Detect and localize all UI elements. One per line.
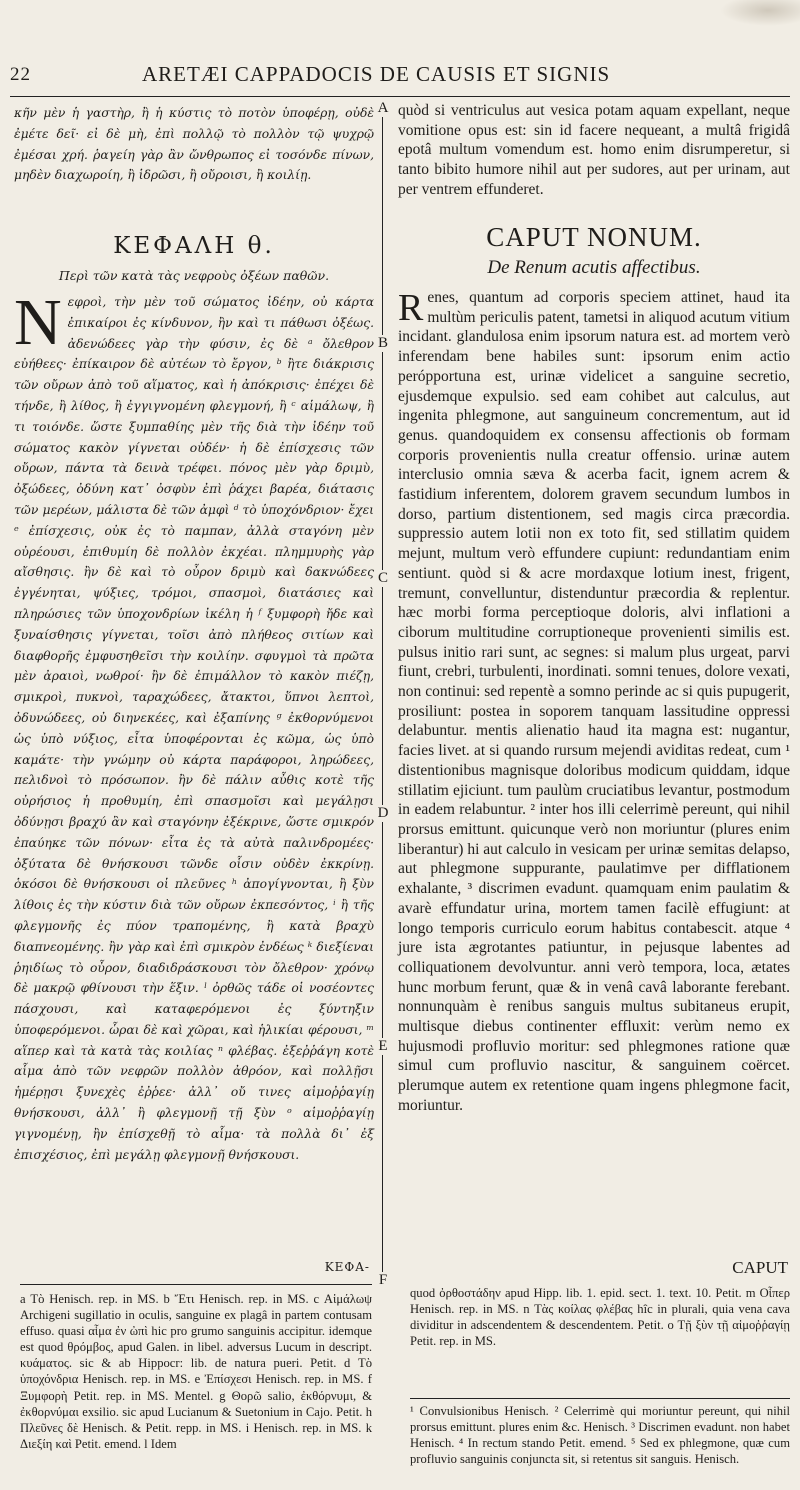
latin-chapter-subtitle: De Renum acutis affectibus. — [487, 257, 701, 278]
margin-letter-c: C — [375, 570, 391, 587]
page-stain — [720, 0, 800, 26]
greek-chapter-subtitle: Περὶ τῶν κατὰ τὰς νεφροὺς ὀξέων παθῶν. — [58, 268, 330, 283]
latin-catchword: CAPUT — [732, 1258, 788, 1277]
greek-column — [14, 103, 374, 186]
greek-body — [14, 286, 374, 1165]
latin-top-text: quòd si ventriculus aut vesica potam aquam expellant, neque vomitione opus est: sin id facere nequeant, a multâ frigidâ epotâ multum vomendum est. homo enim disrumperetur, si tanto bibito humore nihil aut per sudores, aut per urinam, aut per ventrem effunderet. — [398, 102, 790, 198]
footnote-rule-left — [20, 1284, 372, 1285]
running-head: ARETÆI CAPPADOCIS DE CAUSIS ET SIGNIS — [142, 62, 611, 86]
margin-letter-f: F — [375, 1272, 391, 1289]
header-rule — [10, 96, 790, 97]
footnotes-right-top-text: quod ὀρθοστάδην apud Hipp. lib. 1. epid. sect. 1. text. 10. Petit. m Οἷπερ Henisch. rep. in MS. n Τὰς κοίλας φλέβας hîc in plurali, quia vena cava dividitur in adscendentem & descendentem. Petit. o Τῇ ξὺν τῇ αἱμοῤῥαγίῃ Petit. rep. in MS. — [410, 1286, 790, 1349]
footnotes-right-bottom-text: ¹ Convulsionibus Henisch. ² Celerrimè qui moriuntur pereunt, qui nihil prorsus emittunt. plures enim &c. Henisch. ³ Discrimen evadunt. non habet Henisch. ⁴ In rectum stando Petit. emend. ⁵ Sed ex phlegmone, quæ cum profluvio sanguinis conjuncta sit, si retentus sit sanguis. Henisch. — [410, 1404, 790, 1467]
greek-body-text: εφροὶ, τὴν μὲν τοῦ σώματος ἰδέην, οὐ κάρτα ἐπικαίροι ἐς κίνδυνον, ἢν καὶ τι πάθωσι ὀξέως. ἀδενώδεες γὰρ τὴν φύσιν, ἐς δὲ ᵃ ὄλεθρον εὐήθεες· ἐπίκαιρον δὲ αὐτέων τὸ ἔργον, ᵇ ἢτε διάκρισις τῶν οὔρων ἀπὸ τοῦ αἵματος, καὶ ἡ ἀπόκρισις· ἐπέχει δὲ τήνδε, ἢ λίθος, ἢ ἐγγιγνομένη φλεγμονή, ἢ ᶜ αἱμάλωψ, ἢ τι τοιόνδε. ὥστε ξυμπαθίης μὲν τῆς διὰ τὴν ἰδέην τοῦ σώματος κακὸν γίγνεται οὐδέν· ἡ δὲ ἐπίσχεσις τῶν οὔρων, πάντα τὰ δεινὰ τρέφει. πόνος μὲν γὰρ δριμὺ, ὀξώδεες, ὀδύνη κατ᾽ ὀσφὺν ἐπὶ ῥάχει βαρέα, διάτασις τῶν μερέων, μάλιστα δὲ τῶν ἀμφὶ ᵈ τὸ ὑποχόνδριον· ἔχει ᵉ ἐπίσχεσις, οὐκ ἐς τὸ παμπαν, ἀλλὰ σταγόνη μὲν οὐρέουσι, ἐπιθυμίη δὲ πολλὸν ἐκχέαι. πλημμυρὴς γὰρ αἴσθησις. ἢν δὲ καὶ τὸ οὖρον δριμὺ καὶ δακνώδεες ἐγγένηται, ψύξιες, τρόμοι, σπασμοὶ, διατάσιες καὶ πληρώσιες τῶν ὑποχονδρίων ἰκέλη ἡ ᶠ ξυμφορὴ ἤδε καὶ ξυναίσθησις γίγνεται, τοῖσι ἀπὸ πλήθεος σιτίων καὶ διαφθορῆς ἐμφυσηθεῖσι τὴν κοιλίην. σφυγμοὶ τὰ πρῶτα μὲν ἀραιοὶ, νωθροί· ἢν δὲ ἐπιμάλλον τὸ κακὸν πιέζῃ, σμικροὶ, πυκνοὶ, ταραχώδεες, ἄτακτοι, ὕπνοι λεπτοὶ, ὀδυνώδεες, οὐ διηνεκέες, καὶ ἐξαπίνης ᵍ ἐκθορνύμενοι ὡς ὑπὸ νύξιος, εἶτα ὑποφέρονται ἐς κῶμα, ὡς ὑπὸ καμάτε· τὴν γνώμην οὐ κάρτα παράφοροι, ληρώδεες, πελιδνοὶ τὸ πρόσωπον. ἢν δὲ πάλιν αὖθις κοτὲ τῆς οὐρήσιος ἡ προθυμίη, ἐπὶ σπασμοῖσι καὶ μεγάλῃσι ὀδύνῃσι βραχύ ἂν καὶ σταγόνην ἐξέκρινε, ὥστε σμικρόν ἐπαύηκε τῶν πόνων· εἶτα ἐς τὰ αὐτὰ παλινδρομέες· ὀξύτατα δὲ θνήσκουσι τῶνδε οἷσιν οὐδὲν ἐκκρίνῃ. ὁκόσοι δὲ θνήσκουσι οἱ πλεῦνες ʰ ἀπογίγνονται, ἢ ξὺν λίθοις ἐς τὴν κύστιν διὰ τῶν οὔρων ἐκπεσόντος, ⁱ ἢ τῆς φλεγμονῆς ἐς πύον τραπομένης, ἢ κατὰ βραχὺ διαπνεομένης. ἢν γὰρ καὶ ἐπὶ σμικρὸν ἐνδέως ᵏ διεξίεναι ῥηιδίως τὸ οὖρον, διαδιδράσκουσι τὸν ὄλεθρον· χρόνῳ δὲ μακρῷ φθίνουσι τὴν ἕξιν. ˡ ὀρθῶς τάδε οἱ νοσέοντες πάσχουσι, καὶ καταφερόμενοι ἐς ξύντηξιν ὑποφερόμενοι. ὧραι δὲ καὶ χῶραι, καὶ ἡλικίαι φέρουσι, ᵐ αἵπερ καὶ τὰ κατὰ τὰς κοιλίας ⁿ φλέβας. ἐξεῤῥάγη κοτὲ αἷμα ἀπὸ τῶν νεφρῶν πολλὸν ἀθρόον, καὶ πολλῇσι ἡμέρῃσι ξυνεχὲς ἐῤῥεε· ἀλλ᾽ οὔ τινες αἱμοῤῥαγίῃ θνήσκουσι, ἀλλ᾽ ἢ φλεγμονῇ τῇ ξὺν ᵒ αἱμοῤῥαγίῃ γιγνομένῃ, ἢν ἐπίσχεθῇ τὸ αἷμα· τὰ πολλὰ δι᾽ ἐξ ἐπισχέσιος, ἐπὶ μεγάλῃ φλεγμονῇ θνήσκουσι. — [14, 295, 374, 1162]
latin-body — [398, 288, 790, 1116]
margin-letter-a: A — [375, 100, 391, 117]
margin-letter-d: D — [375, 805, 391, 822]
footnotes-right-bottom — [410, 1403, 790, 1467]
greek-top-text: κῆν μὲν ἡ γαστὴρ, ἢ ἡ κύστις τὸ ποτὸν ὑποφέρῃ, οὐδὲ ἐμέτε δεῖ· εἰ δὲ μὴ, ἐπὶ πολλῷ τὸ πολλὸν τῷ ψυχρῷ ἐμέσαι χρή. ῥαγείη γὰρ ἂν ὤνθρωπος εἰ τοσόνδε πίνων, μηδὲν διαχωροίη, ἢ ἱδρῶσι, ἢ οὔροισι, ἢ κοιλίῃ. — [14, 106, 374, 183]
latin-drop-cap: R — [398, 287, 424, 329]
greek-catchword: ΚΕΦΑ- — [324, 1260, 370, 1274]
footnotes-left-text: a Τὸ Henisch. rep. in MS. b Ἔτι Henisch. rep. in MS. c Αἱμάλωψ Archigeni sugillatio in oculis, sanguine ex plagâ in partem contusam effuso. quasi αἷμα ἐν ὠπὶ hic pro grumo sanguinis accipitur. idemque est quod θρόμβος, apud Galen. in libel. adversus Lucum in descript. κυάματος. sic & ab Hippocr: lib. de natura pueri. Petit. d Τὸ ὑποχόνδρια Henisch. rep. in MS. e Ἐπίσχεσι Henisch. rep. in MS. f Ξυμφορὴ Petit. rep. in MS. Mentel. g Θορῶ salio, ἐκθόρνυμι, & ἐκθορνύμαι exsilio. sic apud Lucianum & Suetonium in Cajo. Petit. h Πλεῦνες δὲ Henisch. & Petit. repp. in MS. i Henisch. rep. in MS. k Διεξίη καὶ Petit. emend. l Idem — [20, 1292, 372, 1451]
greek-chapter-heading: ΚΕΦΑΛΗ θ. — [113, 233, 275, 259]
margin-letter-b: B — [375, 335, 391, 352]
column-divider — [382, 100, 383, 1282]
margin-letter-e: E — [375, 1038, 391, 1055]
footnotes-right-top — [410, 1285, 790, 1349]
page-header — [0, 62, 800, 92]
footnote-rule-right — [410, 1398, 790, 1399]
footnotes-left — [20, 1291, 372, 1452]
page-number: 22 — [10, 64, 31, 85]
latin-chapter-heading: CAPUT NONUM. — [486, 222, 702, 252]
latin-column — [398, 101, 790, 200]
greek-drop-cap: Ν — [14, 286, 62, 359]
latin-body-text: enes, quantum ad corporis speciem attinet, haud ita multùm periculis patent, tametsi in aliquod acutum vitium incidant. glandulosa enim ipsorum natura est. ad mortem verò inferendam bene habiles sunt: ipsorum enim actio perópportuna est, urinæ videlicet a sanguine secretio, ejusdemque expulsio. sed eam cohibet aut calculus, aut ingenita phlegmone, aut sanguineum concrementum, aut id genus. quandoquidem ex consensu affectionis ob formam corporis provenientis nulla creatur offensio. urinæ autem interclusio omnia sæva & acerba facit, ignem acrem & fastidium inferentem, dolorem gravem secundum lumbos in dorso, partium distentionem, sed magis circa præcordia. suppressio autem lotii non ex toto fit, sed stillatim quidem mejunt, multum verò effundere cupiunt: redundantiam enim sentiunt. quòd si & acre mordaxque lotium inest, frigent, tremunt, convelluntur, distenduntur præcordia & replentur. hæc morbi forma perceptioque doloris, alvi inflationi a ciborum multitudine corruptioneque provenienti similis est. pulsus initio rari sunt, ac segnes: si malum plus urgeat, parvi fiunt, crebri, turbulenti, inordinati. somni tenues, dolore vexati, non continui: sed repentè a somno perinde ac si quis pupugerit, prosiliunt: postea in soporem tanquam lassitudine oppressi delabuntur. mentis alienatio haud ita magna est: nugantur, facies livet. at si quando rursum mejendi aviditas redeat, cum ¹ distentionibus magnisque doloribus modicum quiddam, idque stillatim ejiciunt. tum paulùm cruciatibus levantur, postmodum in eadem relabuntur. ² inter hos illi celerrimè pereunt, qui nihil prorsus emittunt. quicunque verò non moriuntur (plures enim liberantur) hi aut calculo in vesicam per urinæ semitas delapso, aut phlegmone suppurante, paulatimve per difflationem exhalante, ³ discrimen evadunt. quamquam enim paulatim & avarè effundatur urina, mortem tamen facilè effugiunt: at longo temporis curriculo eorum habitus contabescit. atque ⁴ jure ista ægrotantes patiuntur, in pejusque labentes ad colliquationem devolvuntur. anni verò tempora, loca, ætates hunc morbum ferunt, quæ & in venâ cavâ laborante ferebant. nonnunquàm è renibus sanguis multus subitaneus erupit, multisque diebus continenter effluxit: verùm nemo ex hujusmodi profluvio moritur: sed phlegmones ratione quæ simul cum profluvio nascitur, & sanguinem coërcet. plerumque autem ex retentione quam ingens phlegmone facit, moriuntur. — [398, 289, 790, 1114]
